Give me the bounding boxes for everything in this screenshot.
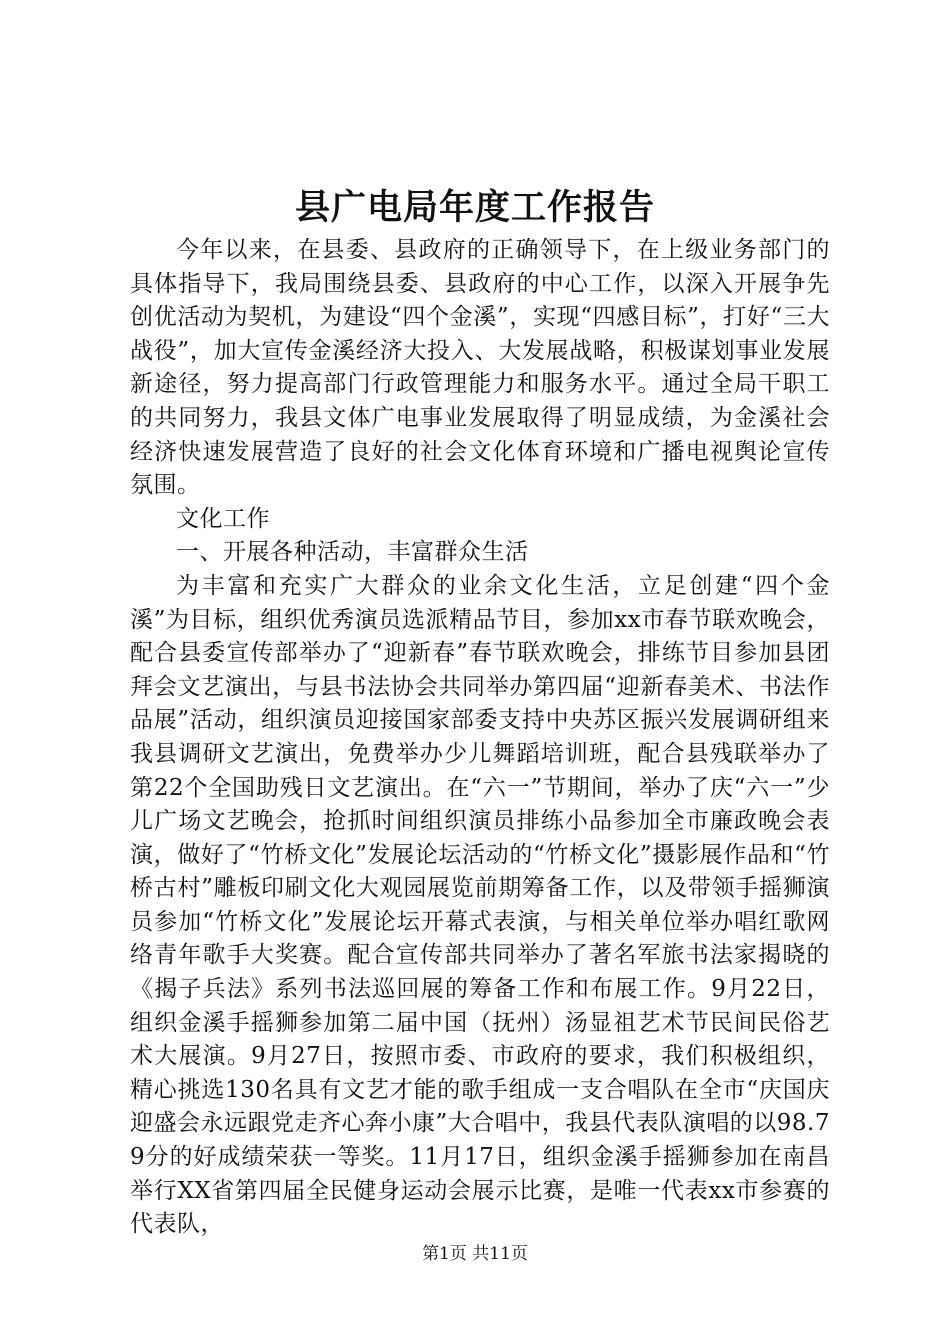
document-title: 县广电局年度工作报告: [294, 187, 655, 228]
page-number-footer: 第1页 共11页: [422, 1244, 528, 1264]
section-heading-culture: 文化工作: [176, 505, 270, 532]
subsection-heading-activities: 一、开展各种活动，丰富群众生活: [176, 539, 529, 566]
intro-paragraph: 今年以来，在县委、县政府的正确领导下，在上级业务部门的具体指导下，我局围绕县委、县政府的中心工作，以深入开展争先创优活动为契机，为建设“四个金溪”，实现“四感目标”，打好“三大战役”，加大宣传金溪经济大投入、大发展战略，积极谋划事业发展新途径，努力提高部门行政管理能力和服务水平。通过全局干职工的共同努力，我县文体广电事业发展取得了明显成绩，为金溪社会经济快速发展营造了良好的社会文化体育环境和广播电视舆论宣传氛围。: [130, 237, 830, 499]
activities-paragraph: 为丰富和充实广大群众的业余文化生活，立足创建“四个金溪”为目标，组织优秀演员选派精品节目，参加xx市春节联欢晚会，配合县委宣传部举办了“迎新春”春节联欢晚会，排练节目参加县团拜会文艺演出，与县书法协会共同举办第四届“迎新春美术、书法作品展”活动，组织演员迎接国家部委支持中央苏区振兴发展调研组来我县调研文艺演出，免费举办少儿舞蹈培训班，配合县残联举办了第22个全国助残日文艺演出。在“六一”节期间，举办了庆“六一”少儿广场文艺晚会，抢抓时间组织演员排练小品参加全市廉政晚会表演，做好了“竹桥文化”发展论坛活动的“竹桥文化”摄影展作品和“竹桥古村”雕板印刷文化大观园展览前期筹备工作，以及带领手摇狮演员参加“竹桥文化”发展论坛开幕式表演，与相关单位举办唱红歌网络青年歌手大奖赛。配合宣传部共同举办了著名军旅书法家揭晓的《揭子兵法》系列书法巡回展的筹备工作和布展工作。9月22日，组织金溪手摇狮参加第二届中国（抚州）汤显祖艺术节民间民俗艺术大展演。9月27日，按照市委、市政府的要求，我们积极组织，精心挑选130名具有文艺才能的歌手组成一支合唱队在全市“庆国庆迎盛会永远跟党走齐心奔小康”大合唱中，我县代表队演唱的以98.79分的好成绩荣获一等奖。11月17日，组织金溪手摇狮参加在南昌举行XX省第四届全民健身运动会展示比赛，是唯一代表xx市参赛的代表队，: [130, 572, 830, 1238]
document-body: [130, 234, 830, 1242]
